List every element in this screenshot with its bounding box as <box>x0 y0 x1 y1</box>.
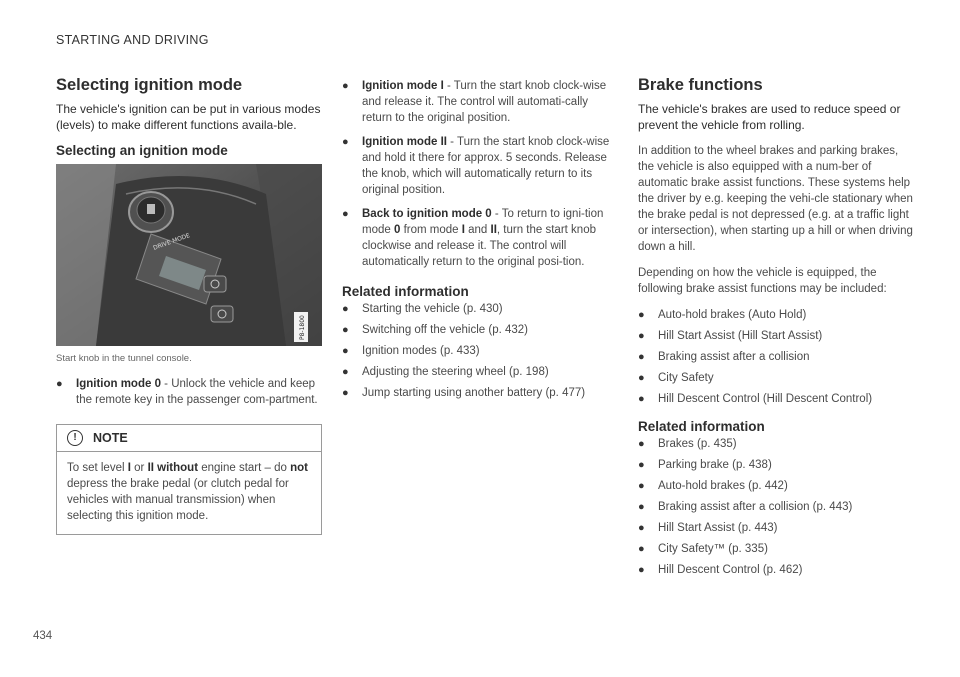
paragraph: In addition to the wheel brakes and parking brakes, the vehicle is also equipped with a num-ber of automatic brake assist functions. These systems help the driver by e.g. keeping the vehi-cle stationary when the brake pedal is not depressed (e.g. at a traffic light or intersection), when starting up a hill or when driving down a hill. <box>638 145 913 253</box>
bullet-icon: ● <box>342 80 349 92</box>
related-link[interactable]: ● Braking assist after a collision (p. 443) <box>638 501 853 513</box>
note-title: NOTE <box>93 431 128 445</box>
note-box <box>56 424 322 535</box>
related-link[interactable]: ● Jump starting using another battery (p. 477) <box>342 387 586 399</box>
note-text: To set level I or II without engine start – do not depress the brake pedal (or clutch pedal for vehicles with manual transmission) when selecting this ignition mode. <box>67 462 308 522</box>
start-knob-photo <box>56 164 322 346</box>
brake-function-list <box>638 307 914 407</box>
section-intro: The vehicle's ignition can be put in various modes (levels) to make different functions availa-ble. <box>56 102 321 132</box>
list-item: ● Ignition mode 0 - Unlock the vehicle and keep the remote key in the passenger com-partment. <box>56 378 318 406</box>
related-link[interactable]: ● Parking brake (p. 438) <box>638 459 772 471</box>
list-item: ● Ignition mode II - Turn the start knob clock-wise and hold it there for approx. 5 seconds. Release the knob, which will automatically return to its original position. <box>342 136 610 196</box>
related-link[interactable]: ● Starting the vehicle (p. 430) <box>342 303 503 315</box>
image-code: P8-1800 <box>299 315 306 340</box>
bullet-icon: ● <box>342 136 349 148</box>
list-item: ● Hill Descent Control (Hill Descent Control) <box>638 393 873 405</box>
info-icon: ! <box>67 430 83 446</box>
related-link[interactable]: ● Auto-hold brakes (p. 442) <box>638 480 788 492</box>
list-item: ● Braking assist after a collision <box>638 351 810 363</box>
column-ignition-mode <box>56 76 322 535</box>
related-link[interactable]: ● Adjusting the steering wheel (p. 198) <box>342 366 549 378</box>
image-caption: Start knob in the tunnel console. <box>56 353 192 364</box>
page-number: 434 <box>33 630 53 642</box>
bullet-icon: ● <box>342 208 349 220</box>
list-item: ● Back to ignition mode 0 - To return to igni-tion mode 0 from mode I and II, turn the start knob clockwise and release it. The control will automatically return to the original posi-tion. <box>342 208 604 268</box>
related-link[interactable]: ● Ignition modes (p. 433) <box>342 345 480 357</box>
list-item: ● City Safety <box>638 372 714 384</box>
paragraph: Depending on how the vehicle is equipped, the following brake assist functions may be included: <box>638 267 887 295</box>
related-list <box>638 436 914 578</box>
tunnel-console-illustration <box>56 164 322 346</box>
related-title: Related information <box>342 284 469 299</box>
bullet-icon: ● <box>56 378 63 390</box>
section-title: Selecting ignition mode <box>56 76 243 94</box>
list-item: ● Ignition mode I - Turn the start knob clock-wise and release it. The control will automati-cally return to the original position. <box>342 80 607 124</box>
related-title: Related information <box>638 419 765 434</box>
related-link[interactable]: ● City Safety™ (p. 335) <box>638 543 768 555</box>
list-item: ● Auto-hold brakes (Auto Hold) <box>638 309 807 321</box>
list-item: ● Hill Start Assist (Hill Start Assist) <box>638 330 823 342</box>
drive-mode-label: DRIVE MODE <box>152 232 192 252</box>
column-ignition-steps <box>342 78 612 406</box>
section-intro: The vehicle's brakes are used to reduce speed or prevent the vehicle from rolling. <box>638 102 901 132</box>
related-link[interactable]: ● Hill Start Assist (p. 443) <box>638 522 778 534</box>
related-link[interactable]: ● Brakes (p. 435) <box>638 438 737 450</box>
related-link[interactable]: ● Switching off the vehicle (p. 432) <box>342 324 528 336</box>
section-title: Brake functions <box>638 76 763 94</box>
page-header: STARTING AND DRIVING <box>56 33 209 47</box>
subsection-title: Selecting an ignition mode <box>56 143 228 158</box>
related-link[interactable]: ● Hill Descent Control (p. 462) <box>638 564 803 576</box>
column-brake-functions <box>638 76 914 583</box>
related-list <box>342 301 612 401</box>
